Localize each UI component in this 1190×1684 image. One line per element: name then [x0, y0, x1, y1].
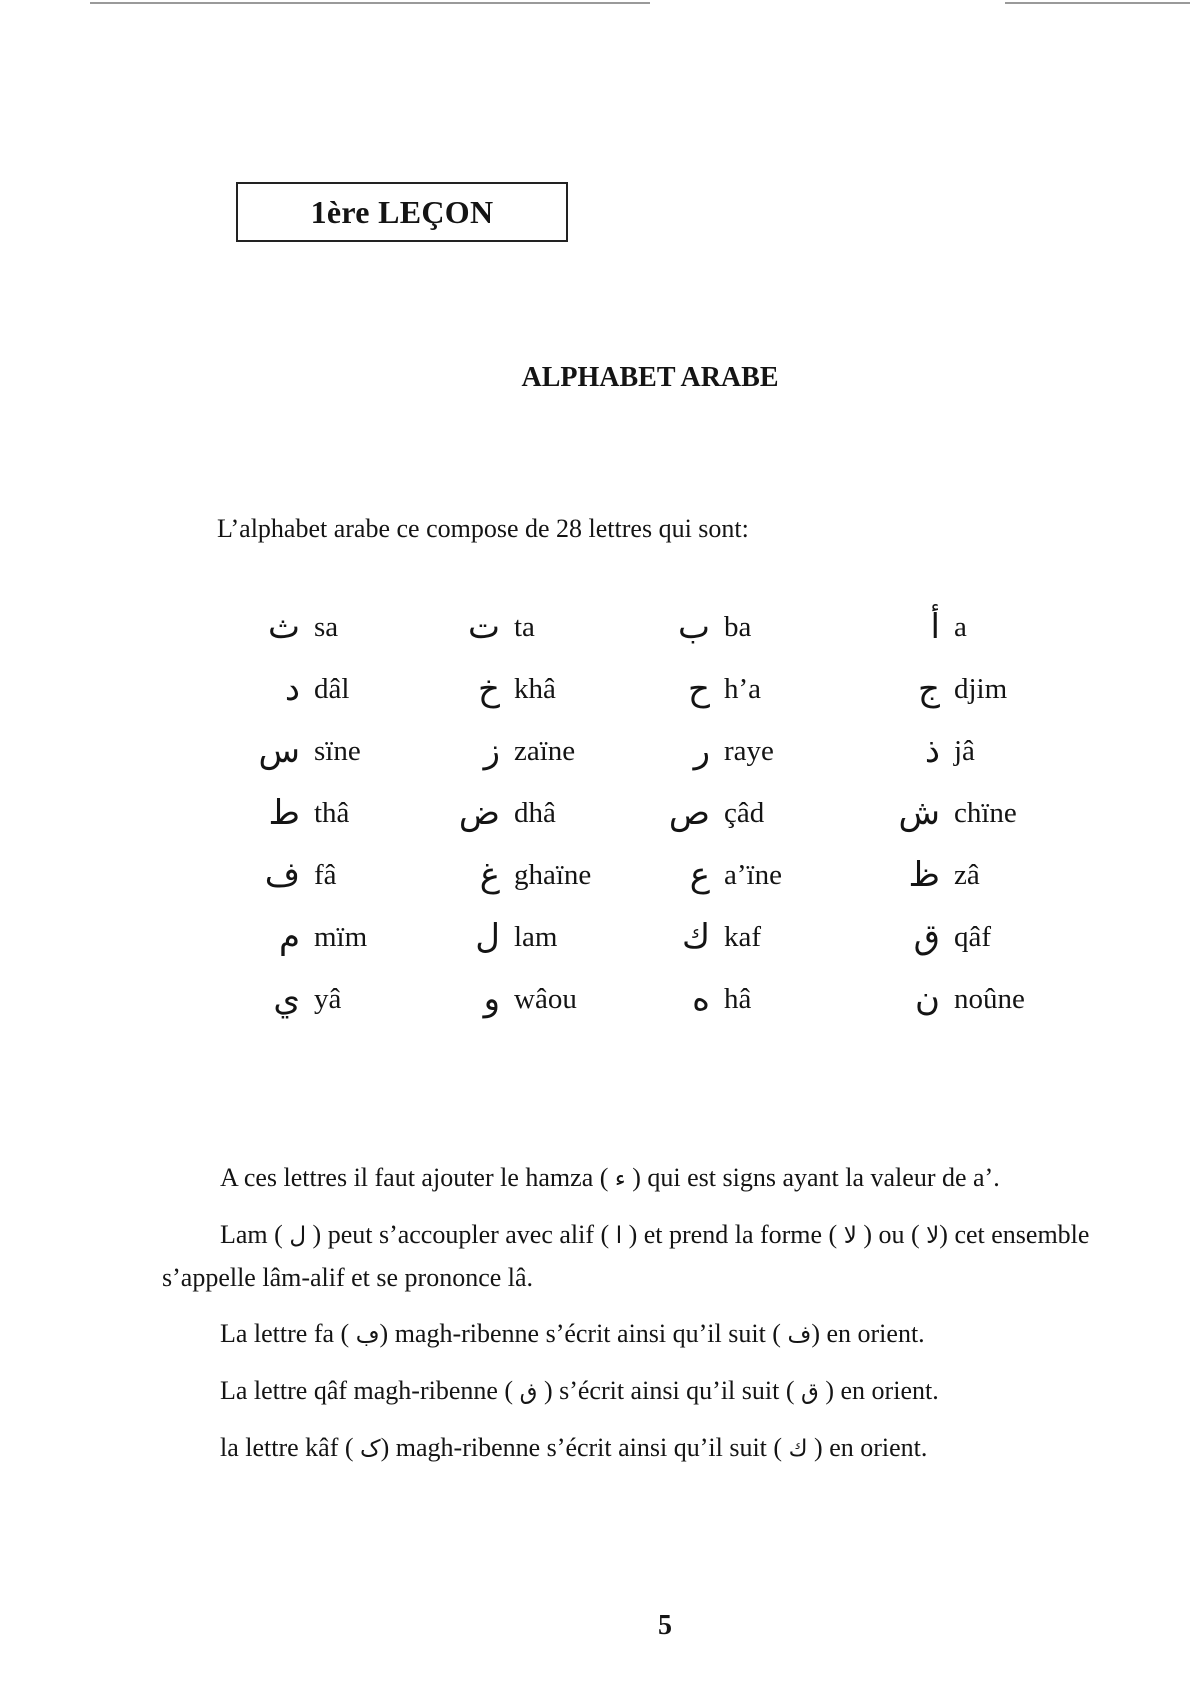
note-kaf [162, 1427, 1122, 1470]
alphabet-cell [640, 605, 860, 655]
arabic-glyph: لا [843, 1223, 857, 1249]
alphabet-cell [430, 667, 650, 717]
note-fa [162, 1313, 1122, 1356]
arabic-glyph: لا [926, 1223, 940, 1249]
letter-name: kaf [724, 921, 762, 953]
letter-name: ta [514, 611, 535, 643]
note-text: ) en orient. [818, 1376, 939, 1405]
arabic-letter: ج [918, 669, 940, 709]
arabic-glyph: ف [787, 1322, 812, 1348]
arabic-letter: ز [483, 731, 500, 771]
arabic-glyph: ك [788, 1436, 808, 1462]
top-scan-rule-left [90, 2, 650, 4]
letter-name: qâf [954, 921, 992, 953]
alphabet-cell [230, 605, 450, 655]
alphabet-cell [640, 915, 860, 965]
alphabet-row [230, 977, 1110, 1027]
letter-name: fâ [314, 859, 337, 891]
note-text: ) en orient. [811, 1319, 925, 1348]
alphabet-cell [870, 605, 1090, 655]
arabic-letter: ت [467, 607, 500, 647]
arabic-glyph: ڧ [519, 1379, 538, 1405]
alphabet-cell [870, 977, 1090, 1027]
letter-name: sïne [314, 735, 361, 767]
letter-name: sa [314, 611, 339, 643]
letter-name: ba [724, 611, 752, 643]
arabic-glyph: ا [615, 1223, 623, 1249]
arabic-letter: م [278, 917, 300, 957]
note-text: A ces lettres il faut ajouter le hamza ( [220, 1163, 615, 1192]
note-text: Lam ( [220, 1220, 290, 1249]
section-title: ALPHABET ARABE [521, 362, 779, 393]
alphabet-row [230, 729, 1110, 779]
alphabet-cell [640, 853, 860, 903]
arabic-letter: ح [688, 669, 710, 709]
top-scan-rule-right [1005, 2, 1190, 4]
note-text: ) et prend la forme ( [622, 1220, 844, 1249]
alphabet-row [230, 853, 1110, 903]
alphabet-cell [230, 853, 450, 903]
letter-name: a [954, 611, 967, 643]
note-text: ) magh-ribenne s’écrit ainsi qu’il suit ( [379, 1319, 788, 1348]
arabic-letter: ظ [908, 855, 940, 895]
letter-name: wâou [514, 983, 577, 1015]
note-text: ) ou ( [856, 1220, 927, 1249]
letter-name: ghaïne [514, 859, 592, 891]
arabic-letter: ف [264, 855, 300, 895]
arabic-letter: ق [913, 917, 940, 957]
arabic-letter: أ [930, 607, 940, 647]
arabic-letter: ط [268, 793, 300, 833]
alphabet-cell [230, 915, 450, 965]
note-text: la lettre kâf ( [220, 1433, 361, 1462]
alphabet-row [230, 791, 1110, 841]
arabic-letter: ه [692, 979, 710, 1019]
note-text: La lettre qâf magh-ribenne ( [220, 1376, 520, 1405]
arabic-glyph: ء [614, 1166, 626, 1192]
alphabet-cell [870, 729, 1090, 779]
note-text: ) cet ensemble s’appelle lâm-alif et se prononce lâ. [162, 1220, 1090, 1292]
letter-name: dâl [314, 673, 350, 705]
alphabet-cell [640, 977, 860, 1027]
notes-section [162, 1157, 1122, 1484]
letter-name: jâ [954, 735, 975, 767]
letter-name: noûne [954, 983, 1025, 1015]
arabic-letter: ر [693, 731, 710, 771]
note-lam-alif [162, 1214, 1122, 1299]
note-hamza [162, 1157, 1122, 1200]
note-text: ) magh-ribenne s’écrit ainsi qu’il suit ( [380, 1433, 789, 1462]
alphabet-row [230, 605, 1110, 655]
note-text: La lettre fa ( [220, 1319, 356, 1348]
letter-name: thâ [314, 797, 350, 829]
alphabet-cell [430, 977, 650, 1027]
arabic-letter: ب [677, 607, 710, 647]
arabic-glyph: ل [289, 1223, 307, 1249]
letter-name: çâd [724, 797, 765, 829]
alphabet-cell [640, 729, 860, 779]
arabic-glyph: ک [360, 1436, 381, 1462]
alphabet-cell [870, 915, 1090, 965]
arabic-letter: ن [915, 979, 940, 1019]
arabic-letter: ذ [924, 731, 940, 771]
alphabet-cell [430, 853, 650, 903]
alphabet-row [230, 667, 1110, 717]
alphabet-cell [430, 915, 650, 965]
letter-name: lam [514, 921, 558, 953]
arabic-letter: ص [668, 793, 710, 833]
alphabet-row [230, 915, 1110, 965]
letter-name: chïne [954, 797, 1017, 829]
arabic-letter: س [258, 731, 300, 771]
arabic-letter: و [483, 979, 500, 1019]
arabic-glyph: ڢ [355, 1322, 380, 1348]
alphabet-cell [640, 667, 860, 717]
alphabet-cell [230, 791, 450, 841]
lesson-title-box [236, 182, 568, 242]
arabic-letter: غ [479, 855, 500, 895]
arabic-letter: ي [273, 979, 300, 1019]
note-text: ) peut s’accoupler avec alif ( [306, 1220, 616, 1249]
page-number: 5 [658, 1610, 672, 1641]
alphabet-cell [230, 977, 450, 1027]
arabic-letter: ع [689, 855, 710, 895]
arabic-letter: ل [475, 917, 500, 957]
note-qaf [162, 1370, 1122, 1413]
alphabet-cell [430, 729, 650, 779]
arabic-letter: ض [458, 793, 500, 833]
lesson-title: 1ère LEÇON [310, 193, 494, 230]
letter-name: mïm [314, 921, 368, 953]
arabic-letter: د [284, 669, 300, 709]
intro-text: L’alphabet arabe ce compose de 28 lettres qui sont: [217, 514, 749, 543]
alphabet-cell [640, 791, 860, 841]
note-text: ) s’écrit ainsi qu’il suit ( [537, 1376, 801, 1405]
letter-name: zâ [954, 859, 980, 891]
letter-name: zaïne [514, 735, 576, 767]
alphabet-cell [870, 791, 1090, 841]
arabic-glyph: ق [801, 1379, 819, 1405]
letter-name: yâ [314, 983, 342, 1015]
arabic-letter: ش [898, 793, 940, 833]
note-text: ) qui est signs ayant la valeur de a’. [625, 1163, 1000, 1192]
note-text: ) en orient. [807, 1433, 928, 1462]
alphabet-cell [870, 667, 1090, 717]
letter-name: raye [724, 735, 774, 767]
letter-name: djim [954, 673, 1008, 705]
letter-name: dhâ [514, 797, 556, 829]
alphabet-cell [430, 791, 650, 841]
alphabet-cell [430, 605, 650, 655]
arabic-letter: ك [681, 917, 710, 957]
arabic-letter: ث [267, 607, 300, 647]
alphabet-cell [230, 667, 450, 717]
letter-name: hâ [724, 983, 752, 1015]
alphabet-cell [870, 853, 1090, 903]
alphabet-cell [230, 729, 450, 779]
letter-name: a’ïne [724, 859, 782, 891]
letter-name: khâ [514, 673, 556, 705]
letter-name: h’a [724, 673, 762, 705]
arabic-letter: خ [478, 669, 500, 709]
